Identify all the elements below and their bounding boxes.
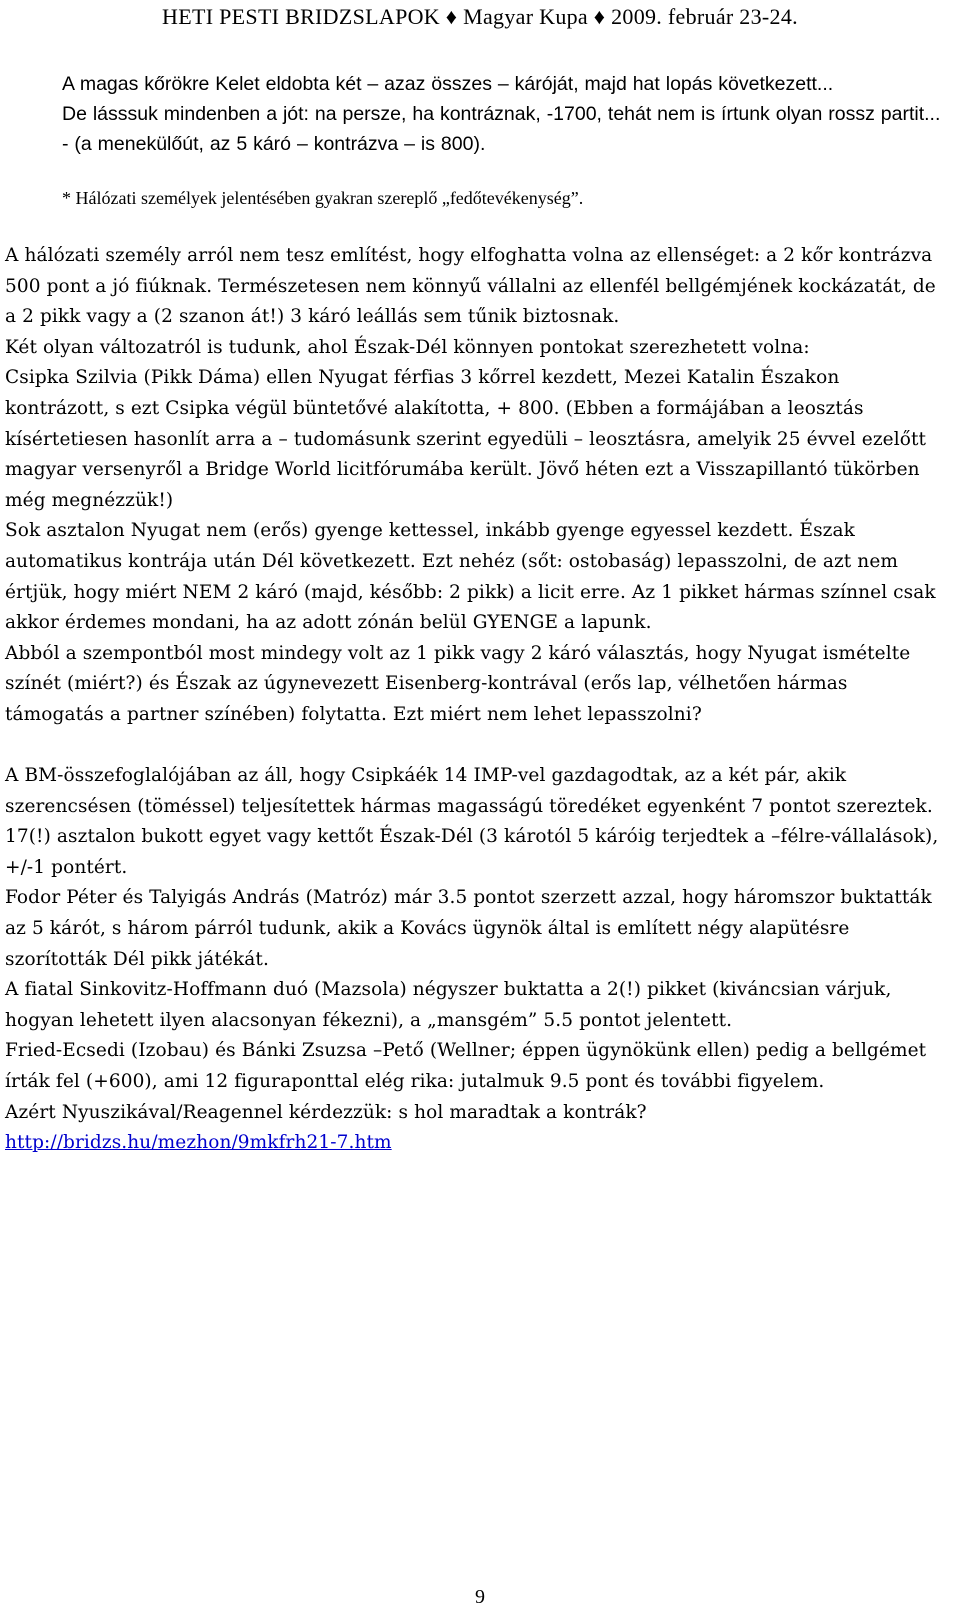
- page-header: HETI PESTI BRIDZSLAPOK ♦ Magyar Kupa ♦ 2009. február 23-24.: [162, 4, 798, 29]
- paragraph-5: Abból a szempontból most mindegy volt az 1 pikk vagy 2 káró választás, hogy Nyugat ismételte színét (miért?) és Észak az úgynevezett Eisenberg-kontrával (erős lap, vélhetően hármas támogatás a partner színében) folytatta. Ezt miért nem lehet lepasszolni?: [5, 642, 911, 725]
- intro-section: [62, 69, 942, 159]
- paragraph-10: Azért Nyuszikával/Reagennel kérdezzük: s hol maradtak a kontrák?: [5, 1101, 647, 1123]
- page-number: 9: [475, 1586, 485, 1608]
- paragraph-2: Két olyan változatról is tudunk, ahol Észak-Dél könnyen pontokat szerezhetett volna:: [5, 336, 810, 358]
- intro-paragraph-2: De lásssuk mindenben a jót: na persze, ha kontráznak, -1700, tehát nem is írtunk olyan rossz partit... - (a menekülőút, az 5 káró – kontrázva – is 800).: [62, 103, 941, 155]
- paragraph-3: Csipka Szilvia (Pikk Dáma) ellen Nyugat férfias 3 kőrrel kezdett, Mezei Katalin Északon kontrázott, s ezt Csipka végül büntetővé alakította, + 800. (Ebben a formájában a leosztás kísértetiesen hasonlít arra a – tudomásunk szerint egyedüli – leosztásra, amelyik 25 évvel ezelőtt magyar versenyről a Bridge World licitfórumába került. Jövő héten ezt a Visszapillantó tükörben még megnézzük!): [5, 367, 927, 511]
- footnote: * Hálózati személyek jelentésében gyakran szereplő „fedőtevékenység”.: [62, 188, 584, 208]
- link-paragraph: [5, 1128, 941, 1159]
- paragraph-1: A hálózati személy arról nem tesz említést, hogy elfoghatta volna az ellenséget: a 2 kőr kontrázva 500 pont a jó fiúknak. Természetesen nem könnyű vállalni az ellenfél bellgémjének kockázatát, de a 2 pikk vagy a (2 szanon át!) 3 káró leállás sem tűnik biztosnak.: [5, 245, 936, 328]
- paragraph-4: Sok asztalon Nyugat nem (erős) gyenge kettessel, inkább gyenge egyessel kezdett. Észak automatikus kontrája után Dél következett. Ezt nehéz (sőt: ostobaság) lepasszolni, de azt nem értjük, hogy miért NEM 2 káró (majd, később: 2 pikk) a licit erre. Az 1 pikket hármas színnel csak akkor érdemes mondani, ha az adott zónán belül GYENGE a lapunk.: [5, 520, 936, 634]
- paragraph-8: A fiatal Sinkovitz-Hoffmann duó (Mazsola) négyszer buktatta a 2(!) pikket (kiváncsian várjuk, hogyan lehetett ilyen alacsonyan fékezni), a „mansgém” 5.5 pontot jelentett.: [5, 979, 892, 1031]
- paragraph-6: A BM-összefoglalójában az áll, hogy Csipkáék 14 IMP-vel gazdagodtak, az a két pár, akik szerencsésen (töméssel) teljesítettek hármas magasságú töredéket egyenként 7 pontot szereztek. 17(!) asztalon bukott egyet vagy kettőt Észak-Dél (3 károtól 5 káróig terjedtek a –félre-vállalások), +/-1 pontért.: [5, 765, 939, 878]
- intro-paragraph-1: A magas kőrökre Kelet eldobta két – azaz összes – káróját, majd hat lopás következett...: [62, 73, 834, 95]
- paragraph-7: Fodor Péter és Talyigás András (Matróz) már 3.5 pontot szerzett azzal, hogy háromszor buktatták az 5 kárót, s három párról tudunk, akik a Kovács ügynök által is említett négy alapütésre szorították Dél pikk játékát.: [5, 887, 932, 970]
- paragraph-9: Fried-Ecsedi (Izobau) és Bánki Zsuzsa –Pető (Wellner; éppen ügynökünk ellen) pedig a bellgémet írták fel (+600), ami 12 figuraponttal elég rika: jutalmuk 9.5 pont és további figyelem.: [5, 1040, 927, 1093]
- article-body: [5, 241, 941, 1159]
- source-link[interactable]: http://bridzs.hu/mezhon/9mkfrh21-7.htm: [5, 1132, 392, 1154]
